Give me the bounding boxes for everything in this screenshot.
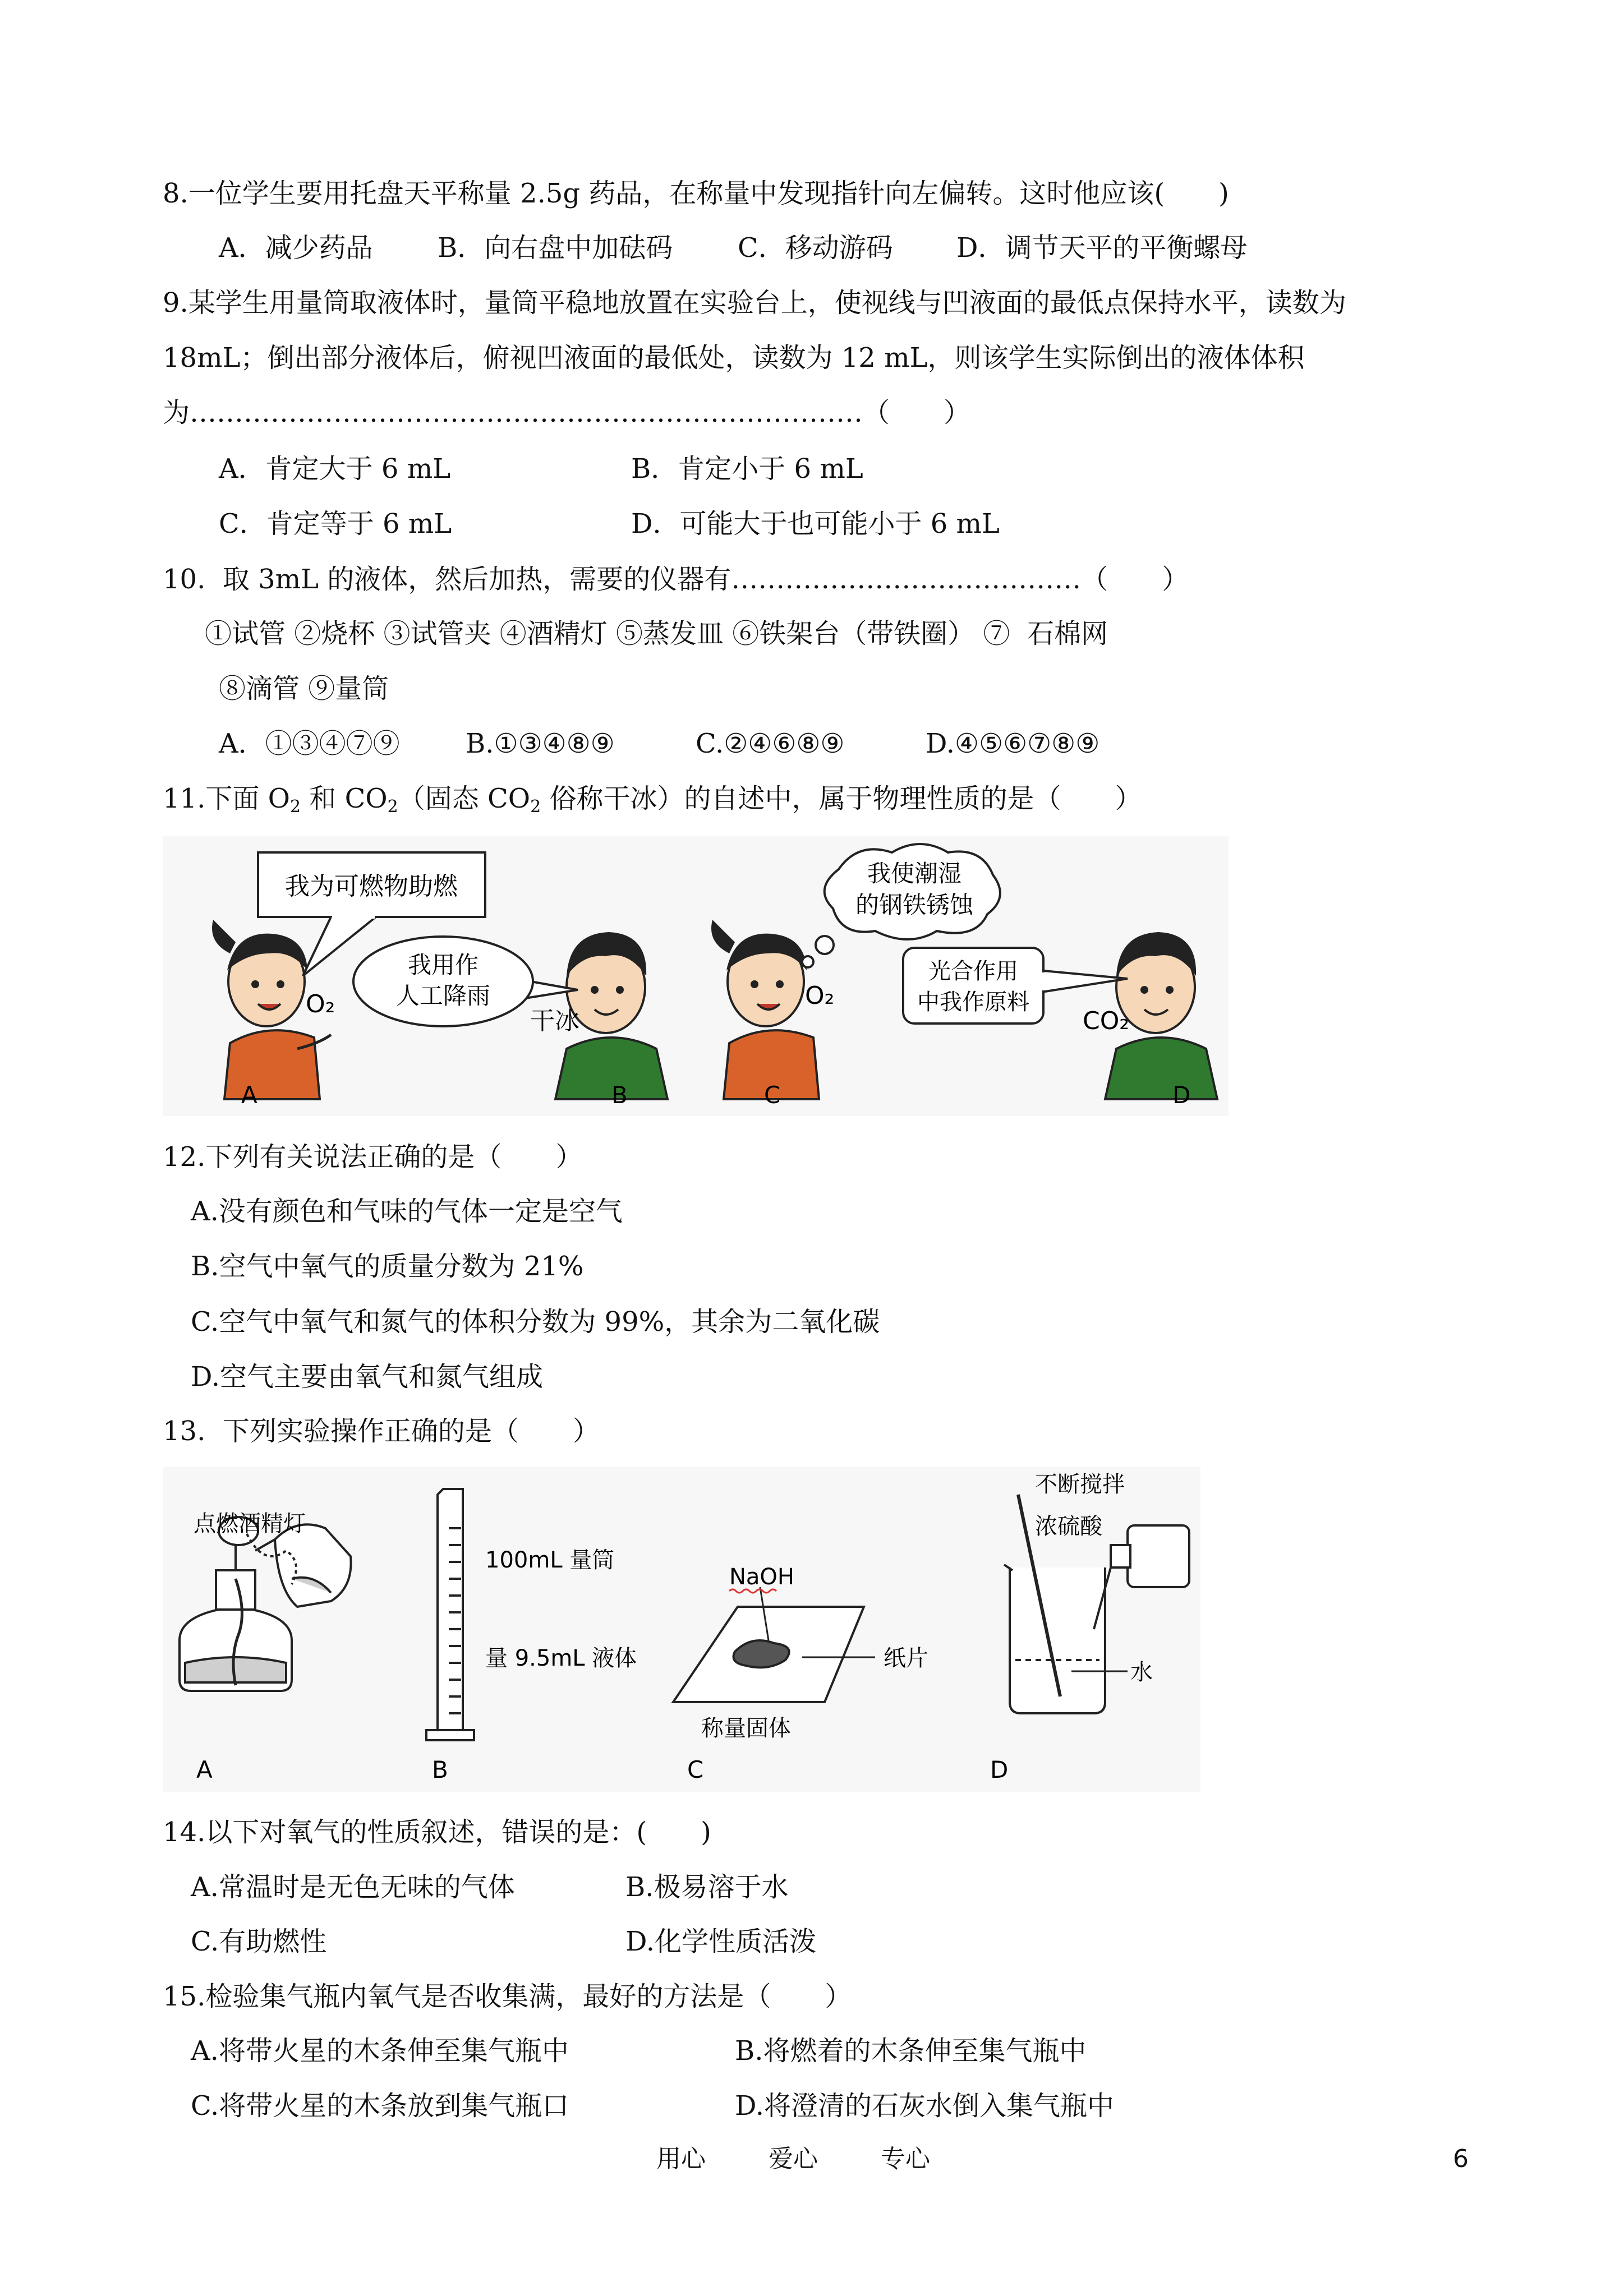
footer-word-2: 爱心 xyxy=(769,2145,818,2173)
q14-option-a: A.常温时是无色无味的气体 xyxy=(191,1871,515,1903)
tag-o2-c: O₂ xyxy=(805,981,835,1010)
q15-option-b: B.将燃着的木条伸至集气瓶中 xyxy=(735,2035,1087,2067)
bubble-d-line2: 中我作原料 xyxy=(917,989,1029,1015)
q14-option-d: D.化学性质活泼 xyxy=(625,1926,817,1957)
q14-stem: 14.以下对氧气的性质叙述，错误的是：( ) xyxy=(163,1816,711,1848)
bubble-c-line1: 我使潮湿 xyxy=(867,860,962,887)
figure-label-c: C xyxy=(687,1756,704,1783)
footer-word-1: 用心 xyxy=(656,2145,706,2173)
alcohol-lamp-figure xyxy=(180,1517,351,1691)
q12-option-a: A.没有颜色和气味的气体一定是空气 xyxy=(191,1196,623,1227)
q9-stem-line3: 为…………………………………………………………………（ ） xyxy=(163,397,971,428)
q15-option-c: C.将带火星的木条放到集气瓶口 xyxy=(191,2090,569,2122)
label-measure-liquid: 量 9.5mL 液体 xyxy=(485,1645,637,1671)
label-keep-stirring: 不断搅拌 xyxy=(1035,1472,1125,1497)
bubble-b-line2: 人工降雨 xyxy=(395,982,491,1009)
tag-dry-ice: 干冰 xyxy=(530,1007,579,1035)
q11-stem: 11.下面 $O_2$ 和 $CO_2$（固态 $CO_2$ 俗称干冰）的自述中，属于物理性质的是（ ） xyxy=(163,783,1142,817)
q10-option-a: A．①③④⑦⑨ xyxy=(219,728,400,759)
bubble-a-text: 我为可燃物助燃 xyxy=(285,872,458,901)
q8-option-b: B．向右盘中加砝码 xyxy=(438,232,673,264)
graduated-cylinder-figure xyxy=(426,1489,474,1740)
q10-items-line1: ①试管 ②烧杯 ③试管夹 ④酒精灯 ⑤蒸发皿 ⑥铁架台（带铁圈） ⑦ 石棉网 xyxy=(205,618,1108,649)
tag-o2-a: O₂ xyxy=(306,990,335,1018)
q9-stem-line2: 18mL；倒出部分液体后，俯视凹液面的最低处，读数为 12 mL，则该学生实际倒出的液体体积 xyxy=(163,342,1305,374)
label-weigh-solid: 称量固体 xyxy=(701,1716,791,1741)
label-conc-sulfuric-acid: 浓硫酸 xyxy=(1035,1514,1102,1539)
q10-option-c: C.②④⑥⑧⑨ xyxy=(696,728,845,759)
figure-label-d: D xyxy=(1172,1081,1191,1109)
q12-option-d: D.空气主要由氧气和氮气组成 xyxy=(191,1361,544,1393)
girl-figure-c xyxy=(711,920,819,1099)
q13-figure xyxy=(163,1467,1200,1792)
label-paper: 纸片 xyxy=(884,1645,928,1671)
q14-option-c: C.有助燃性 xyxy=(191,1926,327,1957)
bubble-d-line1: 光合作用 xyxy=(928,958,1018,984)
figure-label-a: A xyxy=(241,1081,257,1109)
label-cylinder-volume: 100mL 量筒 xyxy=(485,1547,615,1573)
q11-figure xyxy=(163,836,1229,1116)
q9-option-d: D．可能大于也可能小于 6 mL xyxy=(631,508,1000,540)
q10-stem: 10. 取 3mL 的液体，然后加热，需要的仪器有…………………………………（ ） xyxy=(163,564,1189,595)
label-naoh: NaOH xyxy=(729,1564,794,1590)
q9-stem-line1: 9.某学生用量筒取液体时，量筒平稳地放置在实验台上，使视线与凹液面的最低点保持水平，读数为 xyxy=(163,287,1346,319)
figure-label-d: D xyxy=(990,1756,1009,1783)
label-light-lamp: 点燃酒精灯 xyxy=(194,1511,306,1537)
q9-option-c: C．肯定等于 6 mL xyxy=(219,508,452,540)
tag-co2: CO₂ xyxy=(1083,1007,1129,1035)
q9-option-b: B．肯定小于 6 mL xyxy=(631,453,863,485)
bubble-b-line1: 我用作 xyxy=(407,951,479,979)
q15-option-a: A.将带火星的木条伸至集气瓶中 xyxy=(191,2035,569,2067)
q12-option-c: C.空气中氧气和氮气的体积分数为 99%，其余为二氧化碳 xyxy=(191,1306,880,1338)
q14-option-b: B.极易溶于水 xyxy=(625,1871,789,1903)
figure-label-a: A xyxy=(196,1756,213,1783)
figure-label-b: B xyxy=(611,1081,628,1109)
q15-option-d: D.将澄清的石灰水倒入集气瓶中 xyxy=(735,2090,1115,2122)
footer-word-3: 专心 xyxy=(881,2145,930,2173)
q12-stem: 12.下列有关说法正确的是（ ） xyxy=(163,1141,583,1173)
label-water: 水 xyxy=(1130,1659,1153,1685)
q15-stem: 15.检验集气瓶内氧气是否收集满，最好的方法是（ ） xyxy=(163,1981,852,2012)
figure-label-c: C xyxy=(764,1081,781,1109)
q8-option-c: C．移动游码 xyxy=(738,232,893,264)
paper-weighing-figure xyxy=(673,1587,875,1702)
q9-option-a: A．肯定大于 6 mL xyxy=(219,453,451,485)
q10-option-b: B.①③④⑧⑨ xyxy=(466,728,615,759)
q8-option-a: A．减少药品 xyxy=(219,232,373,264)
q12-option-b: B.空气中氧气的质量分数为 21% xyxy=(191,1251,584,1282)
page-number: 6 xyxy=(1453,2145,1469,2173)
figure-label-b: B xyxy=(432,1756,448,1783)
q8-option-d: D．调节天平的平衡螺母 xyxy=(956,232,1248,264)
q8-stem: 8.一位学生要用托盘天平称量 2.5g 药品，在称量中发现指针向左偏转。这时他应该( ) xyxy=(163,178,1229,209)
q13-stem: 13. 下列实验操作正确的是（ ） xyxy=(163,1416,600,1447)
bubble-c-line2: 的钢铁锈蚀 xyxy=(855,891,974,919)
q10-option-d: D.④⑤⑥⑦⑧⑨ xyxy=(926,728,1100,759)
q10-items-line2: ⑧滴管 ⑨量筒 xyxy=(219,673,389,704)
